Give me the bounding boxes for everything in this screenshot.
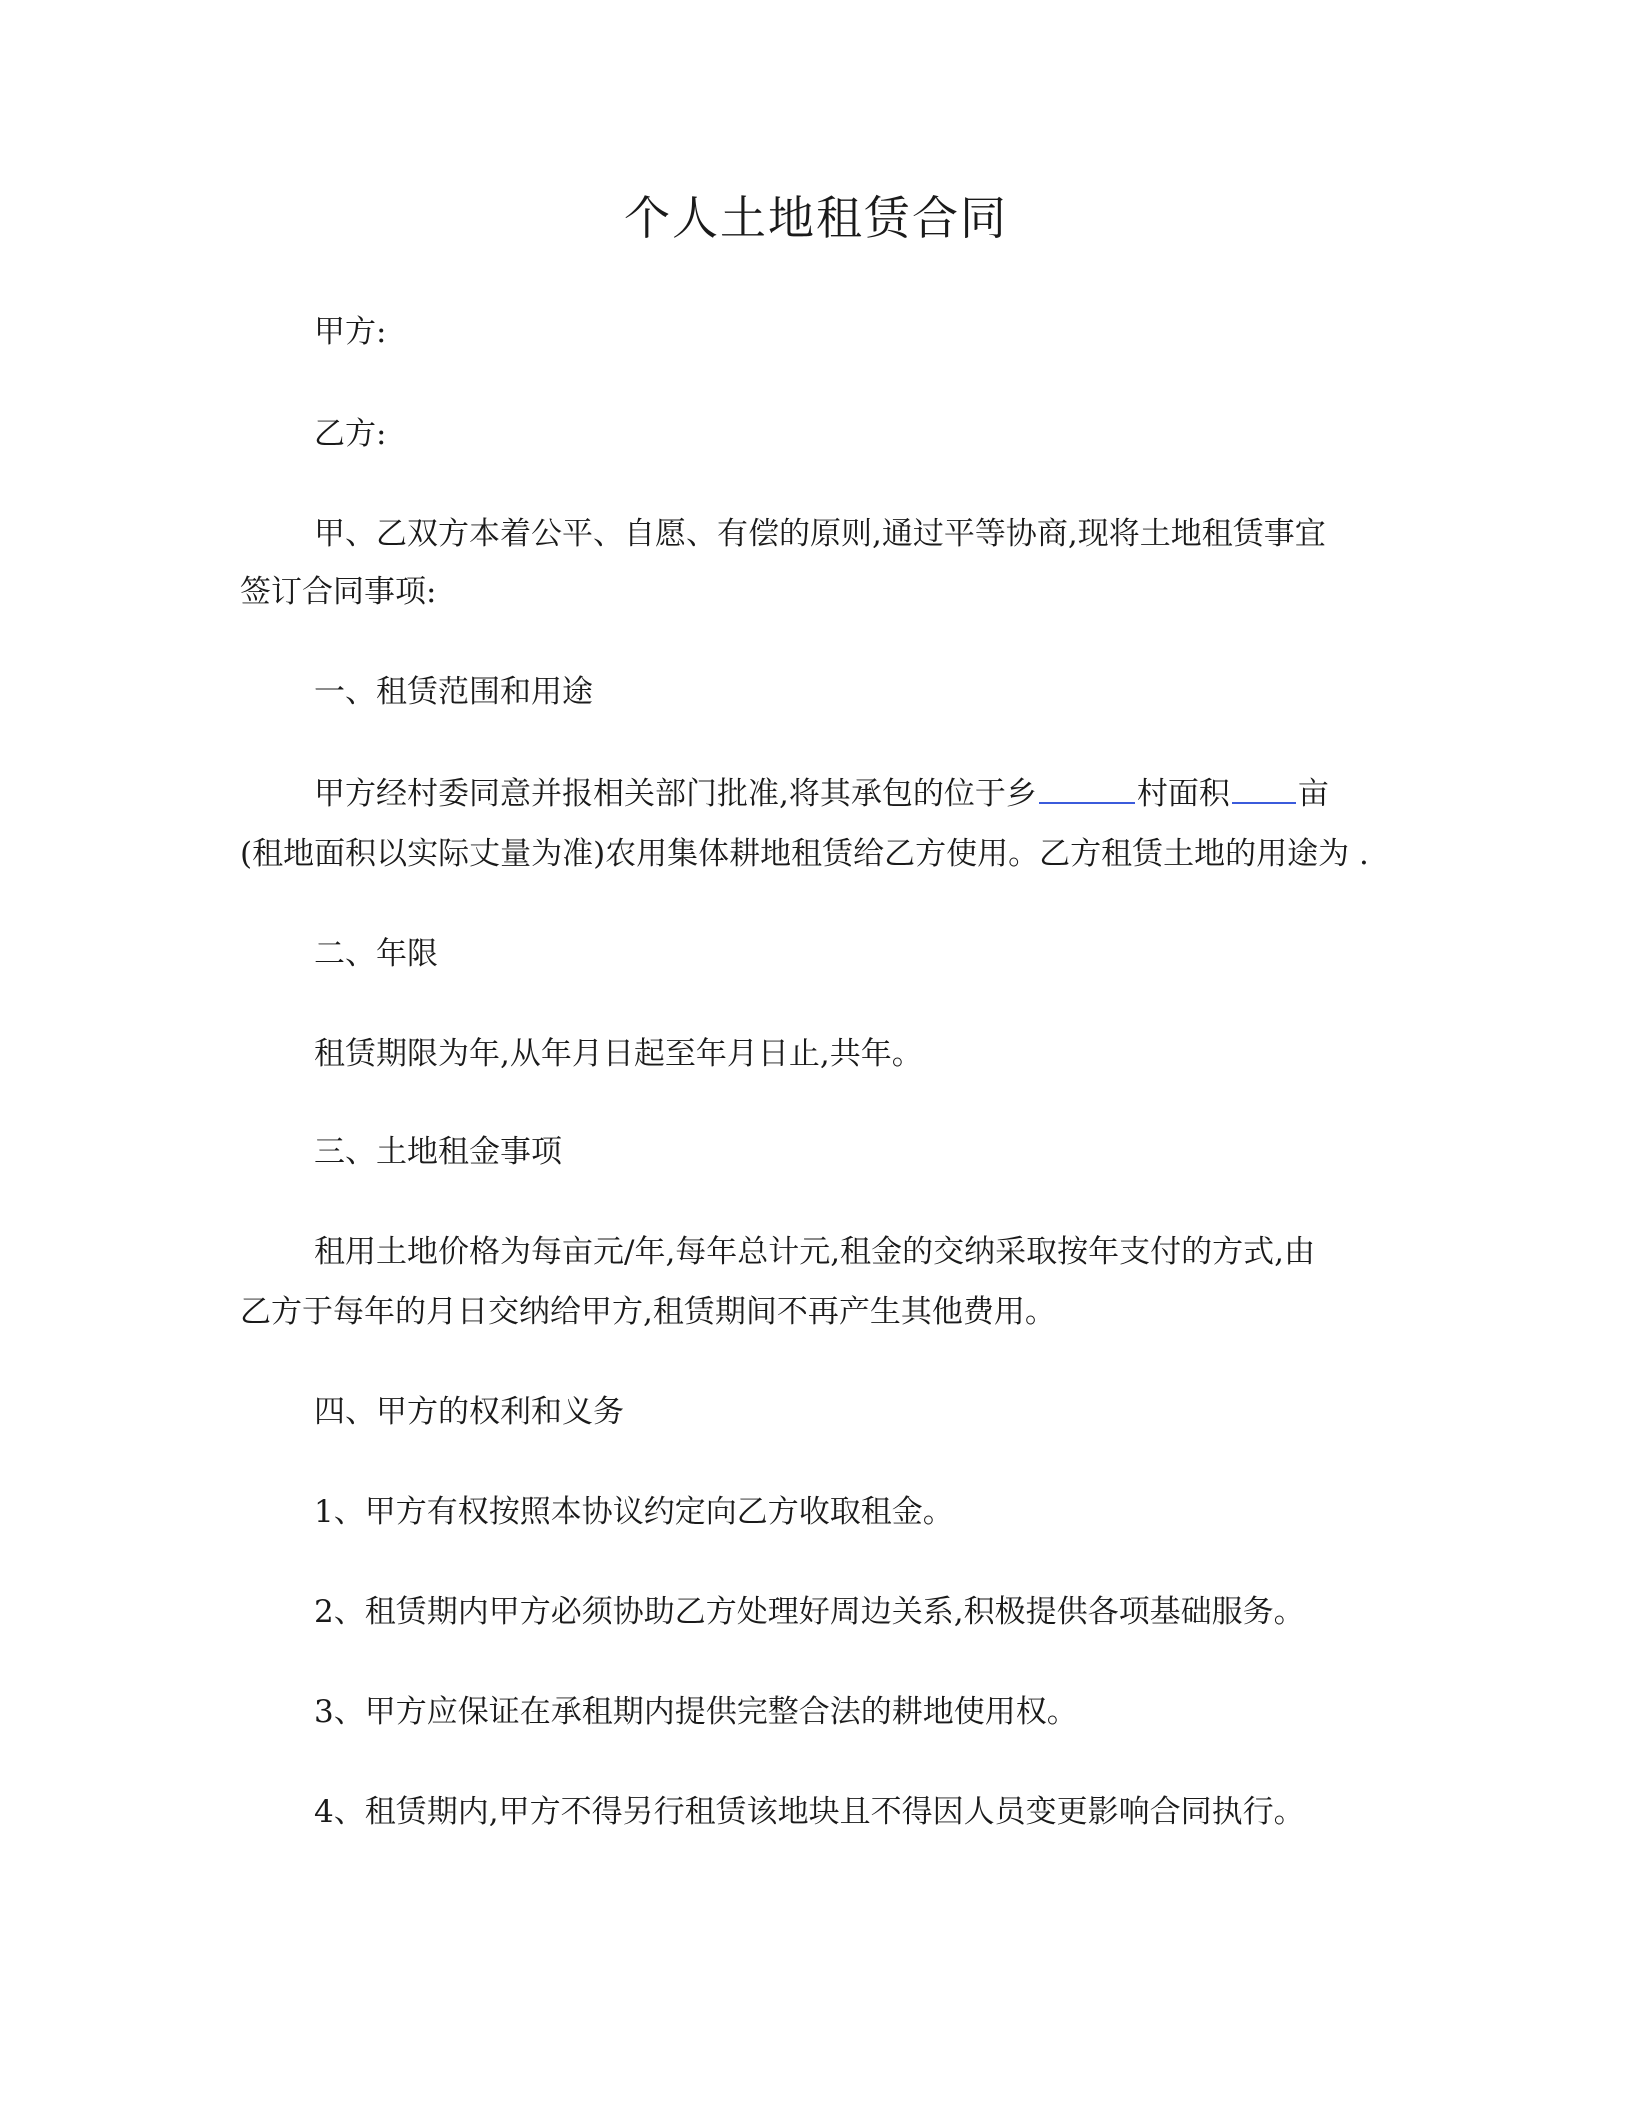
section-3-heading: 三、土地租金事项 (314, 1134, 562, 1170)
section-3-line-2: 乙方于每年的月日交纳给甲方,租赁期间不再产生其他费用。 (240, 1294, 1056, 1330)
section-1-text-c: 亩 (1297, 776, 1329, 812)
section-2-text: 租赁期限为年,从年月日起至年月日止,共年。 (314, 1036, 923, 1072)
section-3-line-1: 租用土地价格为每亩元/年,每年总计元,租金的交纳采取按年支付的方式,由 (314, 1234, 1316, 1270)
area-blank[interactable] (1232, 772, 1296, 804)
intro-line-2: 签订合同事项: (240, 574, 437, 610)
intro-line-1: 甲、乙双方本着公平、自愿、有偿的原则,通过平等协商,现将土地租赁事宜 (314, 516, 1326, 552)
section-1-text-a: 甲方经村委同意并报相关部门批准,将其承包的位于乡 (314, 776, 1037, 812)
section-4-item: 3、甲方应保证在承租期内提供完整合法的耕地使用权。 (314, 1694, 1078, 1730)
party-a-label: 甲方: (314, 314, 387, 350)
section-4-heading: 四、甲方的权利和义务 (314, 1394, 624, 1430)
section-4-item: 4、租赁期内,甲方不得另行租赁该地块且不得因人员变更影响合同执行。 (314, 1794, 1305, 1830)
section-4-item: 2、租赁期内甲方必须协助乙方处理好周边关系,积极提供各项基础服务。 (314, 1594, 1305, 1630)
section-2-heading: 二、年限 (314, 936, 438, 972)
party-b-label: 乙方: (314, 416, 387, 452)
township-blank[interactable] (1039, 772, 1135, 804)
section-4-item: 1、甲方有权按照本协议约定向乙方收取租金。 (314, 1494, 954, 1530)
section-1-line-2: (租地面积以实际丈量为准)农用集体耕地租赁给乙方使用。乙方租赁土地的用途为 . (240, 836, 1369, 872)
document-title: 个人土地租赁合同 (624, 191, 1008, 245)
section-1-heading: 一、租赁范围和用途 (314, 674, 593, 710)
section-1-line-1 (314, 772, 1329, 814)
section-1-text-b: 村面积 (1136, 776, 1230, 812)
